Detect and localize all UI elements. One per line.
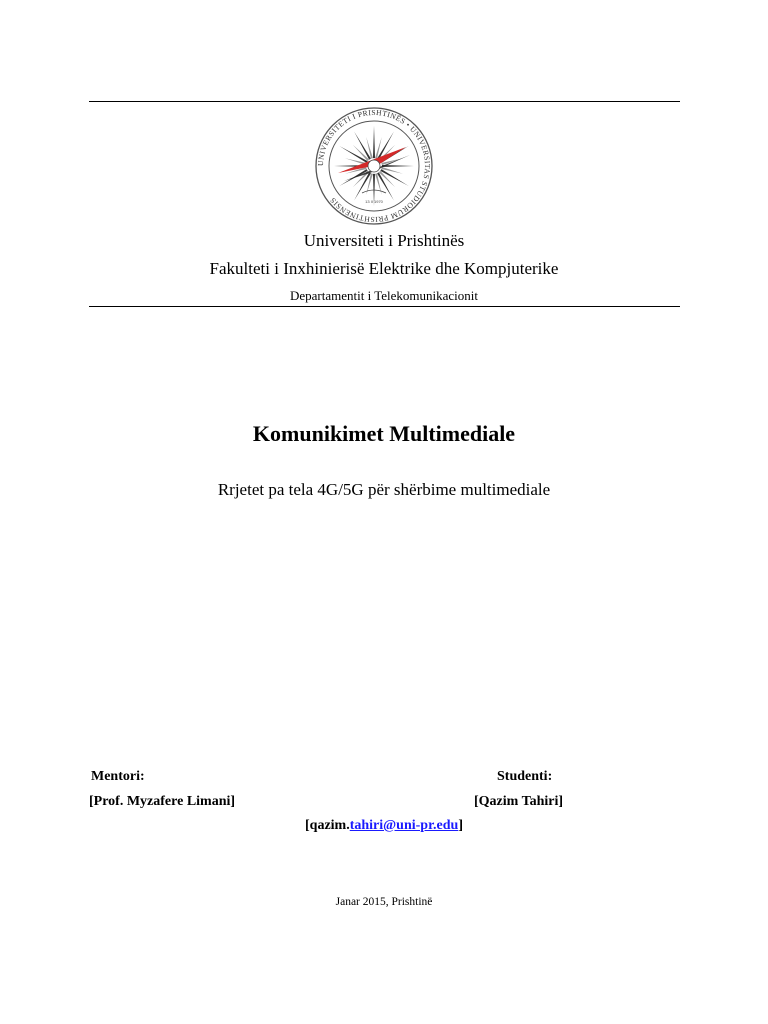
university-seal-logo [308,107,440,225]
faculty-name: Fakulteti i Inxhinierisë Elektrike dhe Kompjuterike [209,259,559,278]
email-link[interactable]: tahiri@uni-pr.edu [349,818,459,833]
student-label: Studenti: [497,769,553,784]
thesis-subtitle: Rrjetet pa tela 4G/5G për shërbime multimediale [217,480,551,499]
student-name: [Qazim Tahiri] [474,794,564,809]
bottom-rule [89,306,680,307]
student-email [0,818,768,834]
mentor-name: [Prof. Myzafere Limani] [89,794,236,809]
mentor-label: Mentori: [91,769,145,784]
seal-ring-text: UNIVERSITETI I PRISHTINËS • UNIVERSITAS STUDIORUM PRISHTINENSIS [315,107,433,225]
top-rule [89,101,680,102]
department-name: Departamentit i Telekomunikacionit [289,288,479,303]
seal-date: 13 II 1970 [365,199,383,204]
email-prefix: [qazim. [305,818,350,833]
email-suffix: ] [458,818,463,833]
seal-ray [373,126,375,158]
course-title: Komunikimet Multimediale [252,421,516,446]
university-name: Universiteti i Prishtinës [303,231,465,250]
document-date: Janar 2015, Prishtinë [335,896,433,908]
